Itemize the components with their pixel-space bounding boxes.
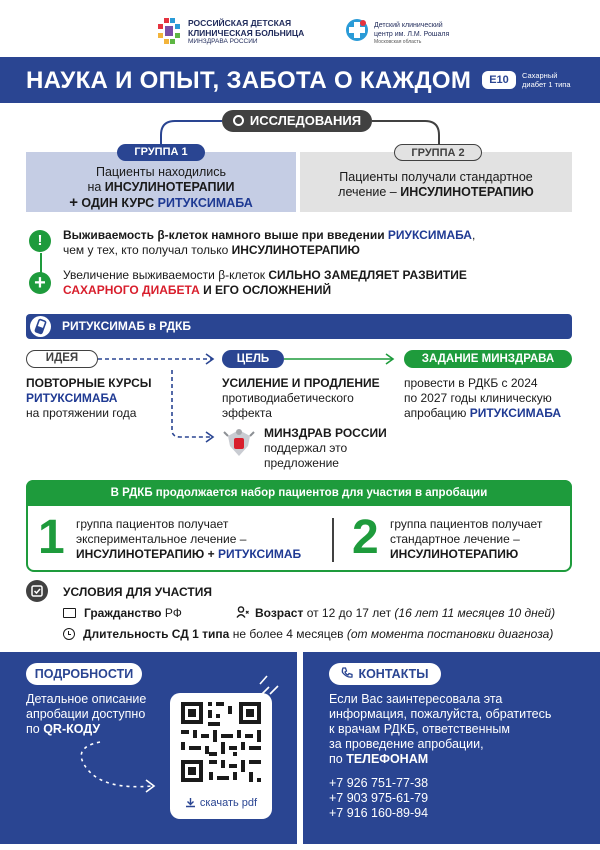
recruitment-header: В РДКБ продолжается набор пациентов для участия в апробации [26,480,572,506]
phone-number[interactable]: +7 903 975-61-79 [329,791,429,805]
rituximab-section-title: РИТУКСИМАБ в РДКБ [62,319,191,333]
page-title: НАУКА И ОПЫТ, ЗАБОТА О КАЖДОМ [26,67,472,94]
goal-text: УСИЛЕНИЕ И ПРОДЛЕНИЕ противодиабетического эффекта [222,376,380,420]
contacts-text: Если Вас заинтересовала эта информация, пожалуйста, обратитесь к врачам РДКБ, ответственным за проведение апробации, по ТЕЛЕФОНАМ [329,692,552,766]
group2-text: Пациенты получали стандартное лечение – ИНСУЛИНОТЕРАПИЮ [338,170,534,199]
qr-code-pattern [170,693,272,793]
download-icon [185,797,196,808]
ministry-task-text: провести в РДКБ с 2024 по 2027 годы клиническую апробацию РИТУКСИМАБА [404,376,562,420]
phone-number[interactable]: +7 916 160-89-94 [329,806,429,820]
details-pill: ПОДРОБНОСТИ [26,663,142,685]
recruitment-group1: группа пациентов получает экспериментальное лечение – ИНСУЛИНОТЕРАПИЮ + РИТУКСИМАБ [76,517,302,561]
conditions-title: УСЛОВИЯ ДЛЯ УЧАСТИЯ [63,585,212,599]
idea-tag: ИДЕЯ [26,350,98,368]
group1-label: ГРУППА 1 [117,144,205,161]
icd-code-description: Сахарный диабет 1 типа [522,71,571,89]
exclamation-icon: ! [29,230,51,252]
group-number-1: 1 [38,511,65,564]
phone-icon [341,664,353,676]
idea-text: ПОВТОРНЫЕ КУРСЫ РИТУКСИМАБА на протяжении года [26,376,152,420]
statement-2: Увеличение выживаемости β-клеток СИЛЬНО ЗАМЕДЛЯЕТ РАЗВИТИЕ САХАРНОГО ДИАБЕТА И ЕГО ОСЛОЖНЕНИЙ [63,268,467,297]
ministry-support-text: МИНЗДРАВ РОССИИ поддержал это предложение [264,426,387,470]
goal-tag: ЦЕЛЬ [222,350,284,368]
clock-icon [63,628,75,640]
condition-citizenship: Гражданство РФ [63,606,182,620]
group1-text: Пациенты находились на ИНСУЛИНОТЕРАПИИ + ОДИН КУРС РИТУКСИМАБА [69,165,253,211]
person-icon [236,606,249,618]
statement-connector [39,253,43,273]
dotted-arrow [60,738,170,808]
research-connector [0,0,600,160]
group2-label: ГРУППА 2 [394,144,482,161]
roshal-logo-text: Детский клинический центр им. Л.М. Рошаля Московская область [374,22,450,45]
condition-duration: Длительность СД 1 типа не более 4 месяцев (от момента постановки диагноза) [63,627,553,641]
statement-1: Выживаемость β-клеток намного выше при введении РИУКСИМАБА, чем у тех, кто получал только ИНСУЛИНОТЕРАПИЮ [63,228,476,257]
details-text: Детальное описание апробации доступно по QR-КОДУ [26,692,147,736]
recruitment-group2: группа пациентов получает стандартное лечение – ИНСУЛИНОТЕРАПИЮ [390,517,543,561]
passport-icon [63,608,76,618]
qr-code[interactable] [170,693,272,819]
rdkb-logo-text: РОССИЙСКАЯ ДЕТСКАЯ КЛИНИЧЕСКАЯ БОЛЬНИЦА МИНЗДРАВА РОССИИ [188,18,305,45]
ministry-task-tag: ЗАДАНИЕ МИНЗДРАВА [404,350,572,368]
phone-number[interactable]: +7 926 751-77-38 [329,776,429,790]
download-pdf-link[interactable]: скачать pdf [170,797,272,809]
checklist-icon [26,580,48,602]
contacts-pill: КОНТАКТЫ [329,663,441,685]
vial-icon [30,316,51,337]
divider [332,518,334,562]
research-label: ИССЛЕДОВАНИЯ [222,110,372,132]
ministry-emblem-icon [222,426,256,464]
condition-age: Возраст от 12 до 17 лет (16 лет 11 месяцев 10 дней) [236,606,555,620]
search-icon [233,115,244,126]
plus-icon: + [29,272,51,294]
icd-code-badge: E10 [482,71,516,89]
group-number-2: 2 [352,511,379,564]
phone-list [329,776,529,821]
